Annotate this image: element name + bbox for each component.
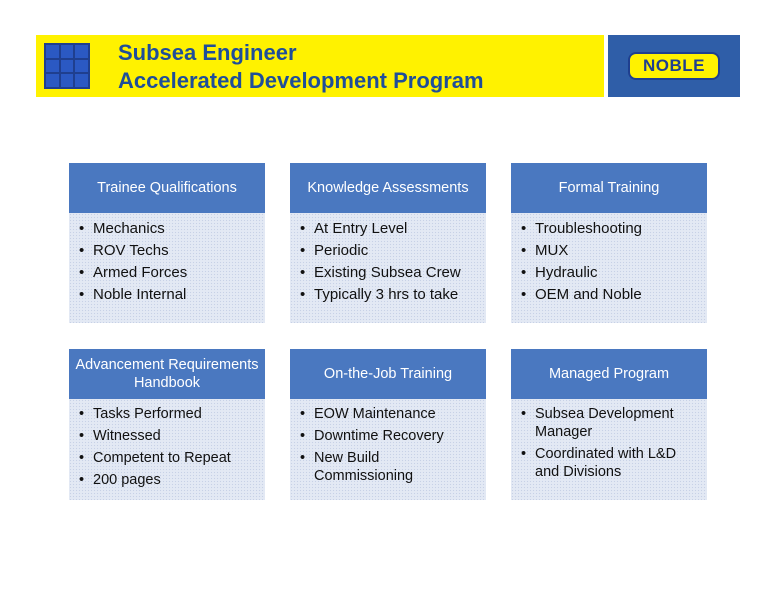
list-item: • ROV Techs — [79, 241, 257, 260]
list-item: • At Entry Level — [300, 219, 478, 238]
list-item: • Armed Forces — [79, 263, 257, 282]
list-item: • Subsea Development Manager — [521, 405, 699, 441]
list-item: • MUX — [521, 241, 699, 260]
card-body — [290, 399, 486, 500]
card-body — [69, 399, 265, 500]
card-knowledge-assessments — [290, 163, 486, 323]
card-managed-program — [511, 349, 707, 500]
title-line-1: Subsea Engineer — [118, 40, 297, 65]
card-body — [290, 213, 486, 323]
page-title — [118, 39, 484, 95]
list-item: • Competent to Repeat — [79, 449, 257, 467]
card-title: Managed Program — [511, 349, 707, 399]
list-item: • 200 pages — [79, 471, 257, 489]
list-item: • EOW Maintenance — [300, 405, 478, 423]
card-title: Advancement Requirements Handbook — [69, 349, 265, 399]
card-body — [511, 213, 707, 323]
grid-logo-icon — [44, 43, 90, 89]
title-line-2: Accelerated Development Program — [118, 68, 484, 93]
list-item: • Existing Subsea Crew — [300, 263, 478, 282]
card-formal-training — [511, 163, 707, 323]
card-title: Formal Training — [511, 163, 707, 213]
card-title: Knowledge Assessments — [290, 163, 486, 213]
list-item: • OEM and Noble — [521, 285, 699, 304]
card-body — [511, 399, 707, 500]
list-item: • Coordinated with L&D and Divisions — [521, 445, 699, 481]
brand-text: NOBLE — [643, 56, 705, 75]
card-title: Trainee Qualifications — [69, 163, 265, 213]
list-item: • Troubleshooting — [521, 219, 699, 238]
list-item: • New Build Commissioning — [300, 449, 478, 485]
list-item: • Typically 3 hrs to take — [300, 285, 478, 304]
list-item: • Hydraulic — [521, 263, 699, 282]
card-trainee-qualifications — [69, 163, 265, 323]
list-item: • Tasks Performed — [79, 405, 257, 423]
card-body — [69, 213, 265, 323]
list-item: • Noble Internal — [79, 285, 257, 304]
noble-logo — [628, 52, 720, 80]
card-advancement-requirements — [69, 349, 265, 500]
list-item: • Mechanics — [79, 219, 257, 238]
card-title: On-the-Job Training — [290, 349, 486, 399]
list-item: • Periodic — [300, 241, 478, 260]
list-item: • Downtime Recovery — [300, 427, 478, 445]
card-on-the-job-training — [290, 349, 486, 500]
list-item: • Witnessed — [79, 427, 257, 445]
